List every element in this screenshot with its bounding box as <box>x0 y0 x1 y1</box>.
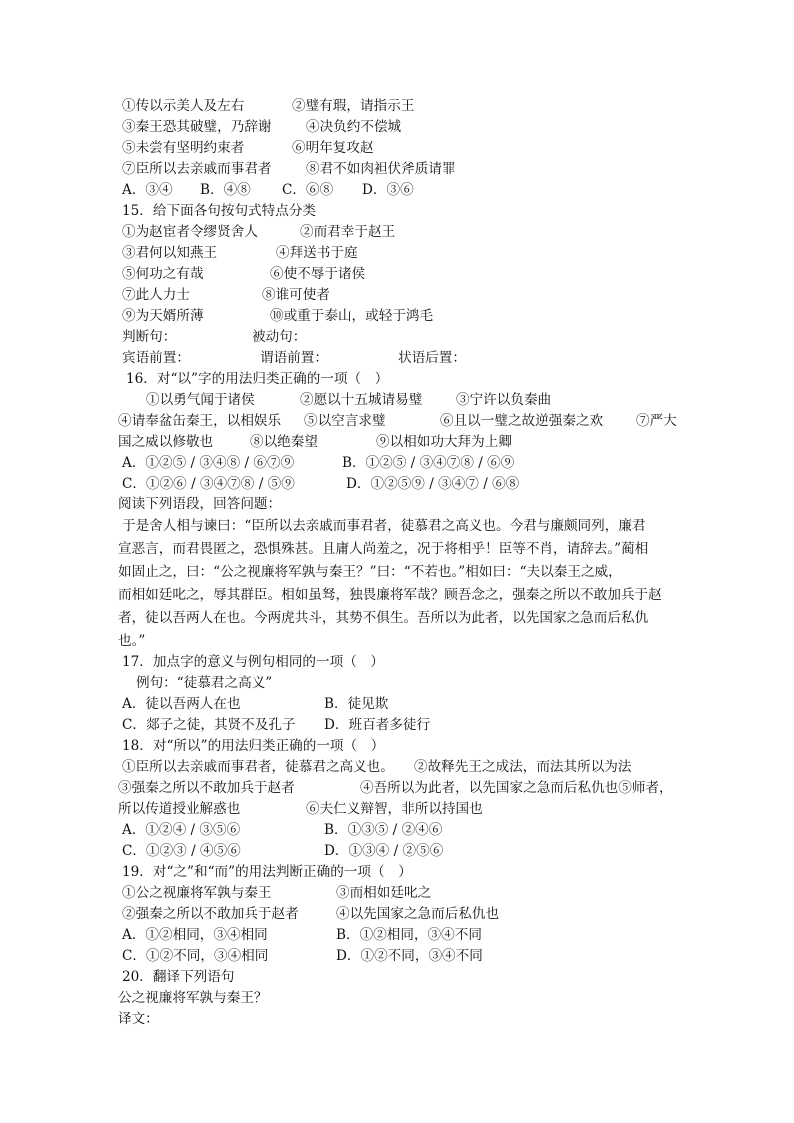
q15-item-8: ⑧谁可使者 <box>262 287 330 303</box>
q17-option-c[interactable]: C．郯子之徒，其贤不及孔子 <box>122 717 296 733</box>
q18-item-3: ③强秦之所以不敢加兵于赵者 <box>118 780 295 796</box>
q14-item-4: ④决负约不偿城 <box>306 119 402 135</box>
q16-item-3: ③宁许以负秦曲 <box>456 392 552 408</box>
q16-item-1: ①以勇气闻于诸侯 <box>146 392 255 408</box>
q14-option-c[interactable]: C．⑥⑧ <box>282 182 334 198</box>
passage-line-5: 者，徒以吾两人在也。今两虎共斗，其势不俱生。吾所以为此者，以先国家之急而后私仇 <box>118 610 649 626</box>
q16-option-a[interactable]: A．①②⑤ / ③④⑧ / ⑥⑦⑨ <box>122 455 295 471</box>
q17-stem: 17．加点字的意义与例句相同的一项（ ） <box>122 654 384 670</box>
q17-option-d[interactable]: D．班百者多徒行 <box>324 717 431 733</box>
q19-item-1: ①公之视廉将军孰与秦王 <box>122 885 272 901</box>
category-judgment: 判断句： <box>122 329 177 345</box>
q16-option-c[interactable]: C．①②⑥ / ③④⑦⑧ / ⑤⑨ <box>122 476 295 492</box>
q14-option-a[interactable]: A．③④ <box>122 182 173 198</box>
passage-intro: 阅读下列语段，回答问题： <box>118 496 282 512</box>
q20-stem: 20．翻译下列语句 <box>122 969 235 985</box>
q15-item-5: ⑤何功之有哉 <box>122 266 204 282</box>
q16-item-6: ⑥且以一璧之故逆强秦之欢 <box>440 413 604 429</box>
q14-item-6: ⑥明年复攻赵 <box>292 140 374 156</box>
q16-option-b[interactable]: B．①②⑤ / ③④⑦⑧ / ⑥⑨ <box>342 455 515 471</box>
q16-item-2: ②愿以十五城请易璧 <box>300 392 423 408</box>
q17-example: 例句：“徒慕君之高义” <box>136 675 273 691</box>
q17-option-a[interactable]: A．徒以吾两人在也 <box>122 696 241 712</box>
q15-item-3: ③君何以知燕王 <box>122 245 218 261</box>
q16-item-4: ④请奉盆缶秦王，以相娱乐 <box>118 413 282 429</box>
category-passive: 被动句： <box>252 329 307 345</box>
q20-answer-label: 译文： <box>118 1011 159 1027</box>
q18-item-2: ②故释先王之成法，而法其所以为法 <box>414 759 632 775</box>
category-object-preposed: 宾语前置： <box>122 350 190 366</box>
q14-item-8: ⑧君不如肉袒伏斧质请罪 <box>306 161 456 177</box>
q16-item-7-end: 国之威以修敬也 <box>118 434 214 450</box>
q19-item-3: ③而相如廷叱之 <box>336 885 432 901</box>
q18-option-d[interactable]: D．①③④ / ②⑤⑥ <box>324 843 444 859</box>
passage-line-3: 如固止之，曰：“公之视廉将军孰与秦王？”曰：“不若也。”相如曰：“夫以秦王之威， <box>118 564 622 580</box>
q19-item-2: ②强秦之所以不敢加兵于赵者 <box>122 906 299 922</box>
q14-option-b[interactable]: B．④⑧ <box>200 182 251 198</box>
q15-item-2: ②而君幸于赵王 <box>300 224 396 240</box>
category-adverbial-postposed: 状语后置： <box>398 350 466 366</box>
q19-option-b[interactable]: B．①②相同，③④不同 <box>336 927 482 943</box>
q20-sentence: 公之视廉将军孰与秦王？ <box>118 990 268 1006</box>
q15-item-10: ⑩或重于泰山，或轻于鸿毛 <box>270 308 434 324</box>
q16-stem: 16．对“以”字的用法归类正确的一项（ ） <box>126 371 389 387</box>
q18-option-a[interactable]: A．①②④ / ③⑤⑥ <box>122 822 241 838</box>
q15-item-4: ④拜送书于庭 <box>276 245 358 261</box>
q18-item-6: ⑥夫仁义辩智，非所以持国也 <box>306 801 483 817</box>
q18-option-b[interactable]: B．①③⑤ / ②④⑥ <box>324 822 443 838</box>
q16-option-d[interactable]: D．①②⑤⑨ / ③④⑦ / ⑥⑧ <box>346 476 520 492</box>
q19-option-a[interactable]: A．①②相同，③④相同 <box>122 927 268 943</box>
q16-item-8: ⑧以绝秦望 <box>250 434 318 450</box>
category-predicate-preposed: 谓语前置： <box>260 350 328 366</box>
q16-item-5: ⑤以空言求璧 <box>304 413 386 429</box>
q18-stem: 18．对“所以”的用法归类正确的一项（ ） <box>122 738 385 754</box>
q14-item-7: ⑦臣所以去亲戚而事君者 <box>122 161 272 177</box>
q16-item-7-start: ⑦严大 <box>636 413 677 429</box>
q15-item-9: ⑨为天婿所薄 <box>122 308 204 324</box>
q15-item-1: ①为赵宦者令缪贤舍人 <box>122 224 258 240</box>
q15-item-7: ⑦此人力士 <box>122 287 190 303</box>
passage-line-1: 于是舍人相与谏曰：“臣所以去亲戚而事君者，徒慕君之高义也。今君与廉颇同列，廉君 <box>122 518 646 534</box>
q18-item-4-5: ④吾所以为此者，以先国家之急而后私仇也⑤师者， <box>360 780 673 796</box>
q19-item-4: ④以先国家之急而后私仇也 <box>336 906 500 922</box>
passage-line-6: 也。” <box>118 633 146 649</box>
q18-option-c[interactable]: C．①②③ / ④⑤⑥ <box>122 843 241 859</box>
q14-item-3: ③秦王恐其破璧，乃辞谢 <box>122 119 272 135</box>
q14-item-2: ②璧有瑕，请指示王 <box>292 98 415 114</box>
q14-item-1: ①传以示美人及左右 <box>122 98 245 114</box>
q18-item-1: ①臣所以去亲戚而事君者，徒慕君之高义也。 <box>122 759 394 775</box>
q18-item-5-end: 所以传道授业解惑也 <box>118 801 241 817</box>
q19-stem: 19．对“之”和“而”的用法判断正确的一项（ ） <box>122 864 412 880</box>
q14-option-d[interactable]: D．③⑥ <box>362 182 414 198</box>
q14-item-5: ⑤未尝有坚明约束者 <box>122 140 245 156</box>
q19-option-d[interactable]: D．①②不同，③④不同 <box>336 948 483 964</box>
q15-stem: 15．给下面各句按句式特点分类 <box>122 203 317 219</box>
passage-line-2: 宣恶言，而君畏匿之，恐惧殊甚。且庸人尚羞之，况于将相乎！臣等不肖，请辞去。”蔺相 <box>118 541 649 557</box>
q17-option-b[interactable]: B．徒见欺 <box>324 696 389 712</box>
passage-line-4: 而相如廷叱之，辱其群臣。相如虽驽，独畏廉将军哉？顾吾念之，强秦之所以不敢加兵于赵 <box>118 587 662 603</box>
q16-item-9: ⑨以相如功大拜为上卿 <box>376 434 512 450</box>
q19-option-c[interactable]: C．①②不同，③④相同 <box>122 948 269 964</box>
q15-item-6: ⑥使不辱于诸侯 <box>270 266 366 282</box>
